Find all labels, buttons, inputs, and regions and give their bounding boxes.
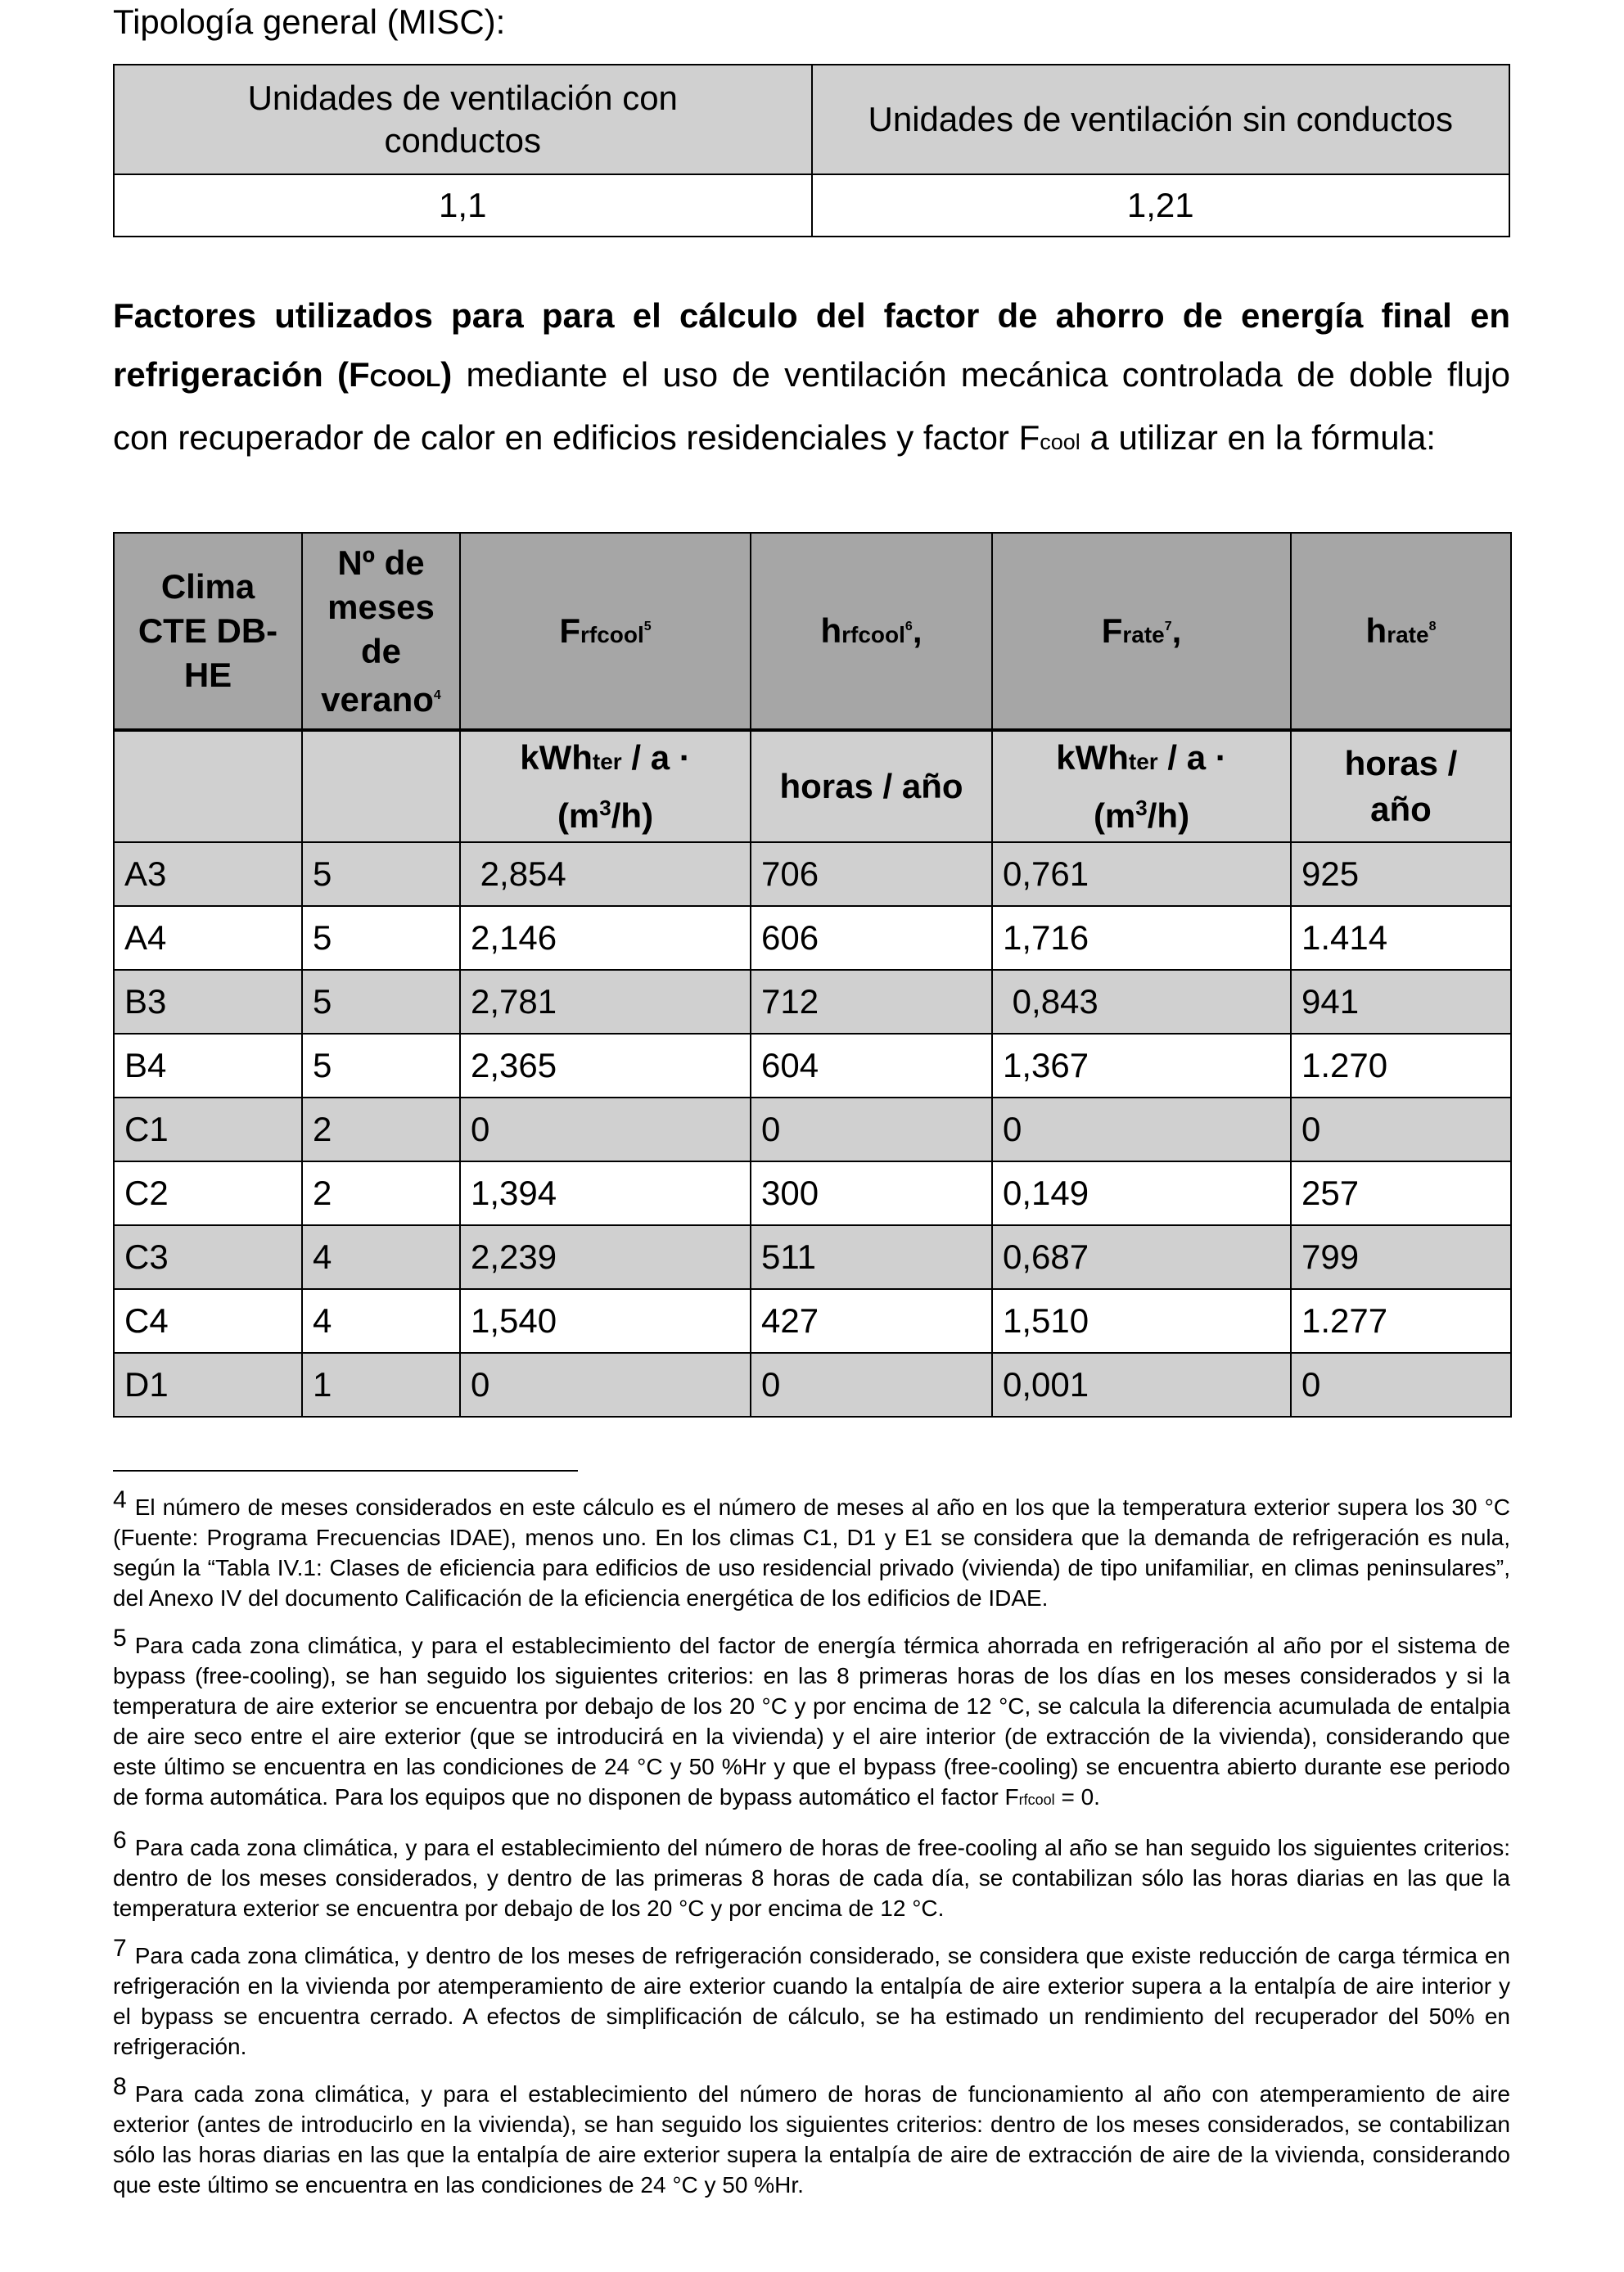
cell-meses: 2 bbox=[302, 1098, 460, 1161]
cell-hrate: 257 bbox=[1291, 1161, 1511, 1225]
misc-section-title: Tipología general (MISC): bbox=[113, 2, 506, 41]
cell-clima: A4 bbox=[114, 906, 302, 970]
table-row bbox=[114, 1353, 1511, 1417]
cell-hrfcool: 604 bbox=[751, 1034, 992, 1098]
table-row bbox=[114, 1161, 1511, 1225]
cell-hrfcool: 0 bbox=[751, 1098, 992, 1161]
misc-value-sin-conductos: 1,21 bbox=[812, 174, 1510, 237]
cell-clima: D1 bbox=[114, 1353, 302, 1417]
cell-clima: C2 bbox=[114, 1161, 302, 1225]
cell-hrate: 0 bbox=[1291, 1098, 1511, 1161]
footnote-5: 5 Para cada zona climática, y para el establecimiento del factor de energía térmica ahorrada en refrigeración al año por el sistema de bypass (free-cooling), se han seguido los siguientes criterios: en las 8 primeras horas de los días en los meses considerados y si la temperatura de aire exterior se encuentra por debajo de los 20 °C y por encima de 12 °C, se calcula la diferencia acumulada de entalpia de aire seco entre el aire exterior (que se introducirá en la vivienda) y el aire interior (de extracción de la vivienda), considerando que este último se encuentra en las condiciones de 24 °C y 50 %Hr y que el bypass (free-cooling) se encuentra abierto durante ese periodo de forma automática. Para los equipos que no disponen de bypass automático el factor Frfcool = 0. bbox=[113, 1625, 1510, 1810]
paragraph-normal-2: a utilizar en la fórmula: bbox=[1080, 418, 1436, 457]
units-empty-meses bbox=[302, 730, 460, 842]
units-frfcool: kWhter / a · $(m^3/h)$ bbox=[460, 730, 751, 842]
cell-hrfcool: 300 bbox=[751, 1161, 992, 1225]
footnotes bbox=[113, 1481, 1510, 2210]
cell-frfcool: 1,394 bbox=[460, 1161, 751, 1225]
paragraph-bold-2: ) bbox=[440, 355, 453, 394]
cell-hrfcool: 606 bbox=[751, 906, 992, 970]
misc-value-row bbox=[114, 174, 1509, 237]
factors-data-rows bbox=[114, 842, 1511, 1417]
cell-clima: C1 bbox=[114, 1098, 302, 1161]
table-row bbox=[114, 1098, 1511, 1161]
misc-table bbox=[113, 64, 1510, 237]
table-row bbox=[114, 970, 1511, 1034]
cell-frfcool: 2,239 bbox=[460, 1225, 751, 1289]
cell-frate: 1,716 bbox=[992, 906, 1291, 970]
misc-header-sin-conductos: Unidades de ventilación sin conductos bbox=[812, 65, 1510, 174]
cell-hrfcool: 511 bbox=[751, 1225, 992, 1289]
intro-paragraph bbox=[113, 286, 1510, 471]
cell-hrate: 799 bbox=[1291, 1225, 1511, 1289]
footnote-7: 7 Para cada zona climática, y dentro de los meses de refrigeración considerado, se considera que existe reducción de carga térmica en refrigeración en la vivienda por atemperamiento de aire exterior cuando la entalpía de aire exterior supera a la entalpía de aire interior y el bypass se encuentra cerrado. A efectos de simplificación de cálculo, se ha estimado un rendimiento del recuperador del 50% en refrigeración. bbox=[113, 1935, 1510, 2059]
cell-hrfcool: 706 bbox=[751, 842, 992, 906]
cell-hrate: 925 bbox=[1291, 842, 1511, 906]
cell-meses: 4 bbox=[302, 1225, 460, 1289]
header-clima: Clima CTE DB-HE bbox=[114, 533, 302, 730]
header-meses: Nº de meses de verano$^4$ bbox=[302, 533, 460, 730]
cell-meses: 5 bbox=[302, 970, 460, 1034]
misc-header-row bbox=[114, 65, 1509, 174]
cell-clima: C3 bbox=[114, 1225, 302, 1289]
units-hrate: horas / año bbox=[1291, 730, 1511, 842]
cell-hrfcool: 427 bbox=[751, 1289, 992, 1353]
footnote-6: 6 Para cada zona climática, y para el establecimiento del número de horas de free-cooling al año se han seguido los siguientes criterios: dentro de los meses considerados, y dentro de las primeras 8 horas de cada día, se contabilizan sólo las horas diarias en las que la temperatura exterior se encuentra por debajo de los 20 °C y por encima de 12 °C. bbox=[113, 1827, 1510, 1921]
footnote-separator bbox=[113, 1470, 578, 1472]
factors-header-row bbox=[114, 533, 1511, 730]
cell-meses: 2 bbox=[302, 1161, 460, 1225]
header-frate: Frate$^7$, bbox=[992, 533, 1291, 730]
cell-hrate: 1.414 bbox=[1291, 906, 1511, 970]
cell-hrate: 941 bbox=[1291, 970, 1511, 1034]
cell-clima: A3 bbox=[114, 842, 302, 906]
cell-frate: 0,001 bbox=[992, 1353, 1291, 1417]
cell-frfcool: 2,365 bbox=[460, 1034, 751, 1098]
units-frate: kWhter / a · $(m^3/h)$ bbox=[992, 730, 1291, 842]
cell-frfcool: 2,854 bbox=[460, 842, 751, 906]
cell-frate: 1,510 bbox=[992, 1289, 1291, 1353]
cell-frate: 0,761 bbox=[992, 842, 1291, 906]
table-row bbox=[114, 906, 1511, 970]
paragraph-normal-1: mediante el uso de ventilación mecánica controlada de doble flujo con recuperador de calor en edificios residenciales y factor F bbox=[113, 355, 1510, 457]
cell-hrfcool: 712 bbox=[751, 970, 992, 1034]
cell-clima: B3 bbox=[114, 970, 302, 1034]
cell-hrate: 1.277 bbox=[1291, 1289, 1511, 1353]
units-hrfcool: horas / año bbox=[751, 730, 992, 842]
units-empty-clima bbox=[114, 730, 302, 842]
cell-frfcool: 2,781 bbox=[460, 970, 751, 1034]
table-row bbox=[114, 1034, 1511, 1098]
cell-hrfcool: 0 bbox=[751, 1353, 992, 1417]
table-row bbox=[114, 1225, 1511, 1289]
cell-hrate: 0 bbox=[1291, 1353, 1511, 1417]
cell-meses: 1 bbox=[302, 1353, 460, 1417]
cell-frate: 0,149 bbox=[992, 1161, 1291, 1225]
cell-frate: 1,367 bbox=[992, 1034, 1291, 1098]
header-hrfcool: hrfcool$^6$, bbox=[751, 533, 992, 730]
factors-table bbox=[113, 532, 1512, 1418]
factors-units-row bbox=[114, 730, 1511, 842]
table-row bbox=[114, 842, 1511, 906]
cell-meses: 5 bbox=[302, 842, 460, 906]
header-hrate: hrate$^8$ bbox=[1291, 533, 1511, 730]
cell-clima: C4 bbox=[114, 1289, 302, 1353]
cell-frate: 0,843 bbox=[992, 970, 1291, 1034]
cell-frate: 0,687 bbox=[992, 1225, 1291, 1289]
cell-clima: B4 bbox=[114, 1034, 302, 1098]
cell-frfcool: 0 bbox=[460, 1353, 751, 1417]
cell-meses: 4 bbox=[302, 1289, 460, 1353]
misc-value-con-conductos: 1,1 bbox=[114, 174, 812, 237]
cell-frfcool: 2,146 bbox=[460, 906, 751, 970]
paragraph-bold-1: Factores utilizados para para el cálculo del factor de ahorro de energía final en refrigeración (F bbox=[113, 296, 1510, 394]
header-frfcool: Frfcool$^5$ bbox=[460, 533, 751, 730]
misc-header-con-conductos: Unidades de ventilación con conductos bbox=[114, 65, 812, 174]
cell-hrate: 1.270 bbox=[1291, 1034, 1511, 1098]
cell-frfcool: 1,540 bbox=[460, 1289, 751, 1353]
paragraph-sub-cool: cool bbox=[1040, 430, 1080, 454]
cell-frate: 0 bbox=[992, 1098, 1291, 1161]
cell-frfcool: 0 bbox=[460, 1098, 751, 1161]
cell-meses: 5 bbox=[302, 906, 460, 970]
cell-meses: 5 bbox=[302, 1034, 460, 1098]
footnote-8: 8 Para cada zona climática, y para el establecimiento del número de horas de funcionamiento al año con atemperamiento de aire exterior (antes de introducirlo en la vivienda), se han seguido los siguientes criterios: dentro de los meses considerados, se contabilizan sólo las horas diarias en las que la entalpía de aire exterior supera la entalpía de aire de extracción de aire de la vivienda, considerando que este último se encuentra en las condiciones de 24 °C y 50 %Hr. bbox=[113, 2073, 1510, 2198]
footnote-4: 4 El número de meses considerados en este cálculo es el número de meses al año en los que la temperatura exterior supera los 30 °C (Fuente: Programa Frecuencias IDAE), menos uno. En los climas C1, D1 y E1 se considera que la demanda de refrigeración es nula, según la “Tabla IV.1: Clases de eficiencia para edificios de uso residencial privado (vivienda) de tipo unifamiliar, en climas peninsulares”, del Anexo IV del documento Calificación de la eficiencia energética de los edificios de IDAE. bbox=[113, 1486, 1510, 1611]
paragraph-bold-smallcaps: COOL bbox=[369, 365, 441, 392]
table-row bbox=[114, 1289, 1511, 1353]
